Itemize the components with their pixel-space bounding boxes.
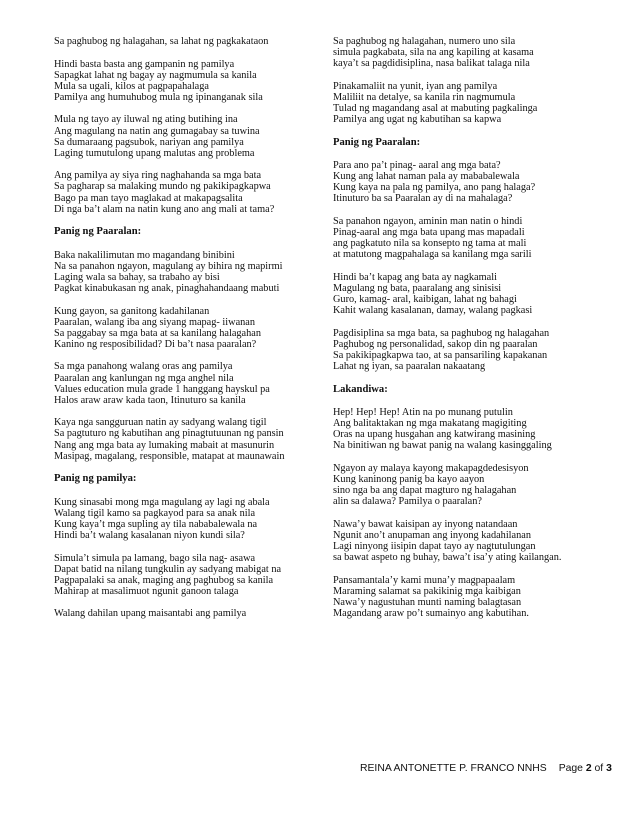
footer-page-current: 2: [585, 763, 592, 774]
poem-line: Kahit walang kasalanan, damay, walang pagkasi: [333, 305, 533, 317]
poem-line: Pagpapalaki sa anak, maging ang paghubog sa kanila: [54, 574, 274, 586]
poem-line: Pamilya ang humuhubog mula ng ipinanganak sila: [54, 91, 263, 103]
poem-line: Sa dumaraang pagsubok, nariyan ang pamilya: [54, 136, 244, 148]
footer-page-of: of: [594, 763, 604, 774]
poem-line: Pamilya ang ugat ng kabutihan sa kapwa: [333, 114, 502, 126]
poem-line: Hindi ba’t kapag ang bata ay nagkamali: [333, 271, 497, 283]
poem-line: kaya’t sa pagdidisiplina, nasa balikat talaga nila: [333, 58, 530, 70]
poem-line: ang pagkatuto nila sa konsepto ng tama at mali: [333, 238, 527, 250]
poem-line: Masipag, magalang, responsible, matapat at maunawain: [54, 450, 285, 462]
poem-line: Sa pagtuturo ng kabutihan ang pinagtutuunan ng pansin: [54, 428, 284, 440]
stanza: [54, 59, 316, 103]
stanza: [333, 575, 595, 619]
stanza: [54, 250, 316, 294]
footer-page-word: Page: [558, 763, 583, 774]
poem-line: Laging wala sa bahay, sa trabaho ay bisi: [54, 271, 220, 283]
poem-line: Hindi basta basta ang gampanin ng pamilya: [54, 58, 235, 70]
poem-line: Bago pa man tayo maglakad at makapagsalita: [54, 192, 243, 204]
right-column: [333, 36, 595, 631]
poem-line: Kanino ng resposibilidad? Di ba’t nasa paaralan?: [54, 338, 257, 350]
poem-line: alin sa dalawa? Pamilya o paaralan?: [333, 496, 482, 508]
stanza: [54, 553, 316, 597]
poem-line: Kung ang lahat naman pala ay mababalewala: [333, 171, 520, 183]
stanza: [333, 272, 595, 316]
stanza: [54, 170, 316, 214]
poem-line: Kung kaya na pala ng pamilya, ano pang halaga?: [333, 182, 536, 194]
poem-line: Sa paghubog ng halagahan, sa lahat ng pagkakataon: [54, 36, 269, 47]
poem-line: Lagi ninyong iisipin dapat tayo ay nagtutulungan: [333, 541, 536, 553]
poem-line: Kung kaninong panig ba kayo aayon: [333, 474, 485, 486]
poem-line: Lahat ng iyan, sa paaralan nakaatang: [333, 361, 486, 373]
section-heading: Panig ng Paaralan:: [54, 226, 142, 238]
stanza: [54, 114, 316, 158]
poem-line: at matutong magpahalaga sa kanilang mga sarili: [333, 249, 532, 261]
footer-author: REINA ANTONETTE P. FRANCO NNHS: [360, 763, 547, 774]
poem-line: Walang dahilan upang maisantabi ang pamilya: [54, 608, 247, 620]
stanza: [54, 497, 316, 541]
poem-line: Na sa panahon ngayon, magulang ay bihira ng mapirmi: [54, 260, 283, 272]
poem-line: Pinakamaliit na yunit, iyan ang pamilya: [333, 80, 498, 92]
poem-line: Baka nakalilimutan mo magandang binibini: [54, 249, 235, 261]
stanza: [333, 160, 595, 204]
left-column: [54, 36, 316, 631]
poem-line: Laging tumutulong upang malutas ang problema: [54, 147, 255, 159]
stanza: [54, 306, 316, 350]
poem-line: Pagdisiplina sa mga bata, sa paghubog ng halagahan: [333, 327, 550, 339]
stanza: [333, 328, 595, 372]
poem-line: Guro, kamag- aral, kaibigan, lahat ng bahagi: [333, 294, 517, 306]
poem-line: Sa mga panahong walang oras ang pamilya: [54, 361, 233, 373]
poem-line: Sa panahon ngayon, aminin man natin o hindi: [333, 216, 523, 228]
poem-line: Maraming salamat sa pakikinig mga kaibigan: [333, 585, 521, 597]
section-heading: Lakandiwa:: [333, 383, 388, 395]
stanza: [54, 608, 316, 619]
poem-line: sino nga ba ang dapat magturo ng halagahan: [333, 485, 517, 497]
poem-line: Kaya nga sangguruan natin ay sadyang walang tigil: [54, 417, 267, 429]
poem-line: Halos araw araw kada taon, Itinuturo sa kanila: [54, 394, 246, 406]
stanza: [333, 519, 595, 563]
poem-line: Magandang araw po’t sumainyo ang kabutihan.: [333, 608, 529, 620]
page-footer: [360, 763, 610, 774]
poem-line: Hep! Hep! Hep! Atin na po munang putulin: [333, 407, 513, 419]
poem-line: Sa pagharap sa malaking mundo ng pakikipagkapwa: [54, 181, 271, 193]
poem-line: Simula’t simula pa lamang, bago sila nag- asawa: [54, 552, 256, 564]
poem-line: Mula ng tayo ay iluwal ng ating butihing ina: [54, 114, 238, 126]
stanza: [333, 81, 595, 125]
poem-line: Kung sinasabi mong mga magulang ay lagi ng abala: [54, 496, 270, 508]
poem-line: Sa pakikipagkapwa tao, at sa pansariling kapakanan: [333, 349, 548, 361]
poem-line: Di nga ba’t alam na natin kung ano ang mali at tama?: [54, 203, 275, 215]
poem-line: Maliliit na detalye, sa kanila rin nagmumula: [333, 91, 516, 103]
poem-line: Ang magulang na natin ang gumagabay sa tuwina: [54, 125, 260, 137]
poem-line: Ngunit ano’t anupaman ang inyong kadahilanan: [333, 530, 531, 541]
poem-line: Ang balitaktakan ng mga makatang magigiting: [333, 418, 527, 430]
poem-line: Sapagkat lahat ng bagay ay nagmumula sa kanila: [54, 69, 257, 81]
section-heading: Panig ng pamilya:: [54, 473, 137, 485]
poem-line: Pansamantala’y kami muna’y magpapaalam: [333, 574, 516, 586]
poem-line: Paaralan ang kanlungan ng mga anghel nila: [54, 372, 234, 384]
stanza: [54, 361, 316, 405]
stanza: [54, 417, 316, 461]
stanza: [333, 216, 595, 260]
poem-line: Nang ang mga bata ay lumaking mabait at masunurin: [54, 439, 275, 451]
stanza: [333, 407, 595, 451]
poem-line: Pagkat kinabukasan ng anak, pinaghahandaang mabuti: [54, 283, 280, 294]
poem-line: Nawa’y bawat kaisipan ay inyong natandaan: [333, 518, 518, 530]
poem-line: Paaralan, walang iba ang siyang mapag- iiwanan: [54, 316, 256, 328]
poem-line: Magulang ng bata, paaralang ang sinisisi: [333, 283, 502, 294]
poem-line: Mula sa ugali, kilos at pagpapahalaga: [54, 80, 209, 92]
stanza: [333, 463, 595, 507]
poem-line: Kung kaya’t mga supling ay tila nababalewala na: [54, 518, 258, 530]
section-heading: Panig ng Paaralan:: [333, 136, 421, 148]
poem-line: Walang tigil kamo sa pagkayod para sa anak nila: [54, 507, 256, 519]
poem-line: Nawa’y nagustuhan munti naming balagtasan: [333, 596, 522, 608]
poem-line: Sa paggabay sa mga bata at sa kanilang halagahan: [54, 327, 261, 339]
stanza: [54, 36, 316, 47]
poem-line: Tulad ng magandang asal at mabuting pagkalinga: [333, 102, 538, 114]
poem-line: Oras na upang husgahan ang katwirang masining: [333, 429, 536, 441]
poem-line: Na binitiwan ng bawat panig na walang kasinggaling: [333, 440, 552, 452]
poem-line: Paghubog ng personalidad, sakop din ng paaralan: [333, 338, 538, 350]
poem-line: Mahirap at masalimuot ngunit ganoon talaga: [54, 585, 239, 597]
poem-line: Ngayon ay malaya kayong makapagdedesisyon: [333, 463, 529, 475]
poem-line: Pinag-aaral ang mga bata upang mas mapadali: [333, 227, 525, 239]
poem-line: sa bawat aspeto ng buhay, bawa’t isa’y ating kailangan.: [333, 552, 562, 564]
poem-line: Hindi ba’t walang kasalanan niyon kundi sila?: [54, 530, 245, 541]
poem-line: Itinuturo ba sa Paaralan ay di na mahalaga?: [333, 193, 513, 205]
poem-line: Kung gayon, sa ganitong kadahilanan: [54, 305, 210, 317]
poem-line: Dapat batid na nilang tungkulin ay sadyang mabigat na: [54, 563, 282, 575]
poem-line: simula pagkabata, sila na ang kapiling at kasama: [333, 47, 534, 59]
poem-line: Ang pamilya ay siya ring naghahanda sa mga bata: [54, 170, 262, 182]
stanza: [333, 36, 595, 69]
poem-line: Para ano pa’t pinag- aaral ang mga bata?: [333, 160, 501, 172]
poem-line: Values education mula grade 1 hanggang hayskul pa: [54, 383, 270, 395]
footer-page-total: 3: [606, 763, 612, 774]
poem-line: Sa paghubog ng halagahan, numero uno sila: [333, 36, 516, 47]
